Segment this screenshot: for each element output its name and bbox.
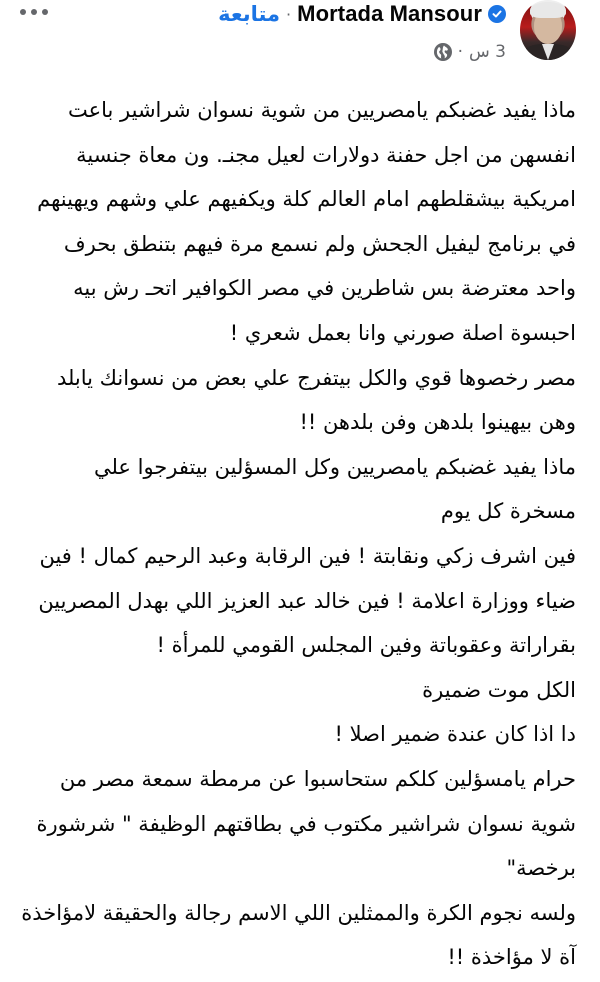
post-line: احبسوة اصلة صورني وانا بعمل شعري ! bbox=[229, 320, 576, 345]
author-row bbox=[218, 0, 506, 28]
post-line: ماذا يفيد غضبكم يامصريين من شوية نسوان شراشير باعت bbox=[67, 98, 576, 122]
post-line: آة لا مؤاخذة !! bbox=[447, 945, 576, 970]
dot-icon bbox=[31, 9, 37, 15]
post-header bbox=[0, 0, 600, 84]
author-name[interactable]: Mortada Mansour bbox=[297, 1, 482, 26]
post-line: بقراراتة وعقوباتة وفين المجلس القومي للمرأة ! bbox=[156, 633, 576, 658]
post-line: شوية نسوان شراشير مكتوب في بطاقتهم الوظيفة " شرشورة bbox=[36, 811, 576, 836]
post-line: حرام يامسؤلين كلكم ستحاسبوا عن مرمطة سمعة مصر من bbox=[59, 766, 576, 791]
post-line: الكل موت ضميرة bbox=[422, 677, 576, 702]
post-line: وهن بيهينوا بلدهن وفن بلدهن !! bbox=[299, 410, 576, 435]
follow-button[interactable]: متابعة bbox=[218, 2, 281, 26]
post-line: امريكية بيشقلطهم امام العالم كلة ويكفيهم علي وشهم ويهينهم bbox=[37, 187, 576, 212]
more-options-button[interactable] bbox=[16, 2, 52, 22]
post-meta bbox=[434, 40, 506, 64]
post-line: واحد معترضة بس شاطرين في مصر الكوافير اتحـ رش بيه bbox=[73, 276, 576, 301]
post-line: في برنامج ليفيل الجحش ولم نسمع مرة فيهم بتنطق بحرف bbox=[63, 231, 576, 256]
post-line: فين اشرف زكي ونقابتة ! فين الرقابة وعبد الرحيم كمال ! فين bbox=[39, 543, 576, 568]
post-line: انفسهن من اجل حفنة دولارات لعيل مجنـ. ون معاة جنسية bbox=[76, 142, 576, 167]
post-line: ماذا يفيد غضبكم يامصريين وكل المسؤلين بيتفرجوا علي bbox=[93, 454, 576, 479]
post-line: دا اذا كان عندة ضمير اصلا ! bbox=[334, 722, 576, 747]
dot-icon bbox=[20, 9, 26, 15]
post-line: ولسه نجوم الكرة والممثلين اللي الاسم رجالة والحقيقة لامؤاخذة bbox=[21, 900, 576, 925]
avatar-hair bbox=[530, 2, 566, 18]
post-body bbox=[16, 88, 576, 980]
post-line: برخصة" bbox=[506, 856, 576, 881]
meta-separator: · bbox=[457, 42, 464, 62]
post-line: مصر رخصوها قوي والكل بيتفرج علي بعض من نسوانك يابلد bbox=[56, 365, 576, 390]
post-timestamp[interactable]: 3 س bbox=[469, 42, 506, 62]
post-line: مسخرة كل يوم bbox=[440, 499, 576, 524]
globe-icon[interactable] bbox=[434, 43, 452, 61]
verified-badge-icon bbox=[488, 5, 506, 23]
dot-icon bbox=[42, 9, 48, 15]
author-avatar[interactable] bbox=[520, 0, 576, 60]
post-line: ضياء ووزارة اعلامة ! فين خالد عبد العزيز اللي بهدل المصريين bbox=[38, 588, 576, 613]
separator-dot: · bbox=[286, 4, 292, 24]
